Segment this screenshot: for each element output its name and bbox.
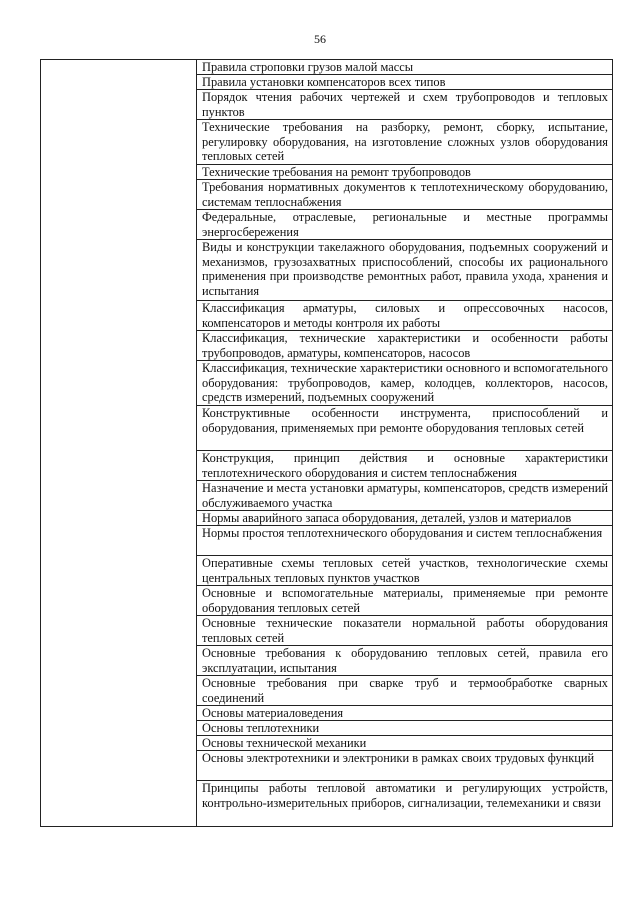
list-item: Основы электротехники и электроники в рамках своих трудовых функций bbox=[197, 751, 612, 781]
list-item: Принципы работы тепловой автоматики и регулирующих устройств, контрольно-измерительных приборов, сигнализации, телемеханики и связи bbox=[202, 781, 608, 810]
list-item: Технические требования на разборку, ремонт, сборку, испытание, регулировку оборудования, на изготовление сложных узлов оборудования тепловых сетей bbox=[197, 120, 612, 165]
list-item: Технические требования на ремонт трубопроводов bbox=[197, 165, 612, 180]
list-item: Нормы простоя теплотехнического оборудования и систем теплоснабжения bbox=[197, 526, 612, 556]
list-item: Основы теплотехники bbox=[197, 721, 612, 736]
list-item: Назначение и места установки арматуры, компенсаторов, средств измерений обслуживаемого участка bbox=[197, 481, 612, 511]
list-item: Основные и вспомогательные материалы, применяемые при ремонте оборудования тепловых сетей bbox=[197, 586, 612, 616]
list-item: Классификация, технические характеристики основного и вспомогательного оборудования: трубопроводов, камер, колодцев, коллекторов, насосов, средств измерений, подъемных сооружений bbox=[197, 361, 612, 406]
knowledge-table bbox=[40, 59, 613, 827]
list-item: Основные требования при сварке труб и термообработке сварных соединений bbox=[197, 676, 612, 706]
list-item: Федеральные, отраслевые, региональные и местные программы энергосбережения bbox=[197, 210, 612, 240]
table-row bbox=[41, 60, 613, 827]
list-item: Основные технические показатели нормальной работы оборудования тепловых сетей bbox=[197, 616, 612, 646]
list-item: Конструктивные особенности инструмента, приспособлений и оборудования, применяемых при ремонте оборудования тепловых сетей bbox=[197, 406, 612, 451]
list-item: Нормы аварийного запаса оборудования, деталей, узлов и материалов bbox=[197, 511, 612, 526]
list-item: Правила установки компенсаторов всех типов bbox=[197, 75, 612, 90]
list-item: Основы материаловедения bbox=[197, 706, 612, 721]
list-item: Классификация, технические характеристики и особенности работы трубопроводов, арматуры, компенсаторов, насосов bbox=[197, 331, 612, 361]
left-cell bbox=[41, 60, 197, 827]
list-item: Конструкция, принцип действия и основные характеристики теплотехнического оборудования и систем теплоснабжения bbox=[197, 451, 612, 481]
list-item: Основы технической механики bbox=[197, 736, 612, 751]
page-number: 56 bbox=[314, 32, 326, 46]
list-item: Виды и конструкции такелажного оборудования, подъемных сооружений и механизмов, грузозахватных приспособлений, способы их рационального применения при производстве ремонтных работ, правила ухода, хранения и испытания bbox=[197, 240, 612, 301]
list-item: Основные требования к оборудованию тепловых сетей, правила его эксплуатации, испытания bbox=[197, 646, 612, 676]
list-item: Правила строповки грузов малой массы bbox=[197, 60, 612, 75]
list-item: Оперативные схемы тепловых сетей участков, технологические схемы центральных тепловых пунктов участков bbox=[197, 556, 612, 586]
list-item: Порядок чтения рабочих чертежей и схем трубопроводов и тепловых пунктов bbox=[197, 90, 612, 120]
right-cell bbox=[197, 60, 613, 827]
list-item: Требования нормативных документов к теплотехническому оборудованию, системам теплоснабжения bbox=[197, 180, 612, 210]
list-item: Классификация арматуры, силовых и опрессовочных насосов, компенсаторов и методы контроля их работы bbox=[197, 301, 612, 331]
